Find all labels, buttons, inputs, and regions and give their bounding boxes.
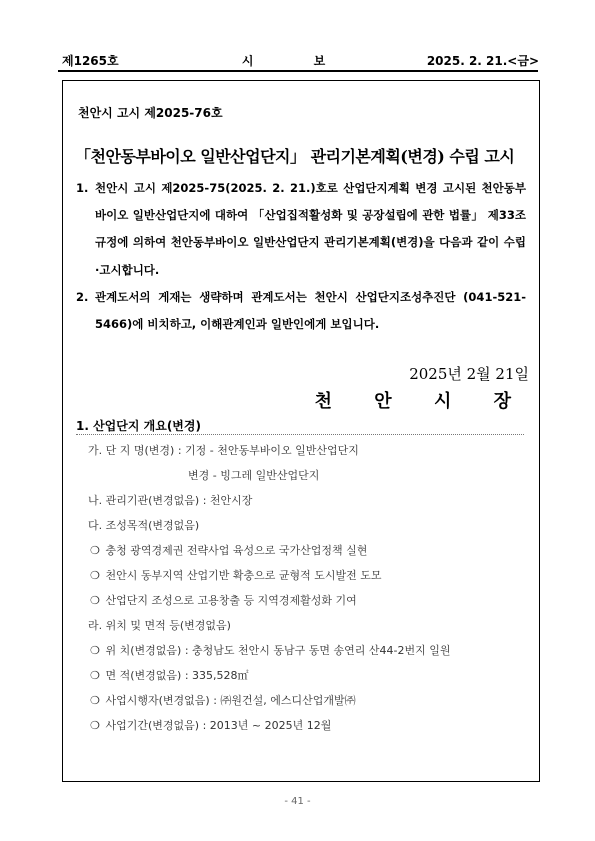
notice-title: 「천안동부바이오 일반산업단지」 관리기본계획(변경) 수립 고시 xyxy=(75,147,515,166)
purpose-item xyxy=(90,567,382,583)
circle-bullet-icon: ❍ xyxy=(90,669,100,682)
location-item xyxy=(90,717,331,733)
notice-date: 2025년 2월 21일 xyxy=(409,365,529,383)
location-item-text: 사업시행자(변경없음) : ㈜원건설, 에스디산업개발㈜ xyxy=(105,694,356,707)
complex-name-line: 가. 단 지 명(변경) : 기정 - 천안동부바이오 일반산업단지 xyxy=(88,444,359,457)
issue-number: 제1265호 xyxy=(62,54,119,68)
issue-date: 2025. 2. 21.<금> xyxy=(426,54,539,68)
purpose-item xyxy=(90,542,367,558)
section-divider xyxy=(76,434,524,435)
circle-bullet-icon: ❍ xyxy=(90,644,100,657)
location-item-text: 위 치(변경없음) : 충청남도 천안시 동남구 동면 송연리 산44-2번지 일원 xyxy=(105,644,451,657)
paragraph-2 xyxy=(76,284,526,338)
page-number: - 41 - xyxy=(284,796,311,807)
purpose-item-text: 산업단지 조성으로 고용창출 등 지역경제활성화 기여 xyxy=(105,594,357,607)
purpose-item-text: 천안시 동부지역 산업기반 확충으로 균형적 도시발전 도모 xyxy=(105,569,382,582)
location-item xyxy=(90,642,451,658)
circle-bullet-icon: ❍ xyxy=(90,594,100,607)
paragraph-2-text: 관계도서의 게재는 생략하며 관계도서는 천안시 산업단지조성추진단 (041-521-5466)에 비치하고, 이해관계인과 일반인에게 보입니다. xyxy=(95,290,526,332)
paragraph-1-number: 1. xyxy=(76,181,89,195)
purpose-heading: 다. 조성목적(변경없음) xyxy=(88,519,200,532)
mayor-signature: 천 안 시 장 xyxy=(314,391,529,412)
circle-bullet-icon: ❍ xyxy=(90,569,100,582)
circle-bullet-icon: ❍ xyxy=(90,544,100,557)
location-heading: 라. 위치 및 면적 등(변경없음) xyxy=(88,619,231,632)
circle-bullet-icon: ❍ xyxy=(90,694,100,707)
purpose-item xyxy=(90,592,357,608)
location-item-text: 면 적(변경없음) : 335,528㎡ xyxy=(105,669,249,682)
paragraph-2-number: 2. xyxy=(76,290,89,304)
header-rule xyxy=(58,70,538,72)
bulletin-title: 시 보 xyxy=(241,54,354,68)
location-item xyxy=(90,667,249,683)
paragraph-1-text: 천안시 고시 제2025-75(2025. 2. 21.)호로 산업단지계획 변경 고시된 천안동부바이오 일반산업단지에 대하여 「산업집적활성화 및 공장설립에 관한 법률」 제33조 규정에 의하여 천안동부바이오 일반산업단지 관리기본계획(변경)을 다음과 같이 수립·고시합니다. xyxy=(95,181,526,277)
location-item xyxy=(90,692,356,708)
section-heading: 1. 산업단지 개요(변경) xyxy=(76,419,201,433)
paragraph-1 xyxy=(76,175,526,284)
complex-name-change: 변경 - 빙그레 일반산업단지 xyxy=(188,469,320,482)
notice-number: 천안시 고시 제2025-76호 xyxy=(78,106,223,120)
managing-agency: 나. 관리기관(변경없음) : 천안시장 xyxy=(88,494,253,507)
purpose-item-text: 충청 광역경제권 전략사업 육성으로 국가산업정책 실현 xyxy=(105,544,368,557)
circle-bullet-icon: ❍ xyxy=(90,719,100,732)
location-item-text: 사업기간(변경없음) : 2013년 ~ 2025년 12월 xyxy=(105,719,332,732)
